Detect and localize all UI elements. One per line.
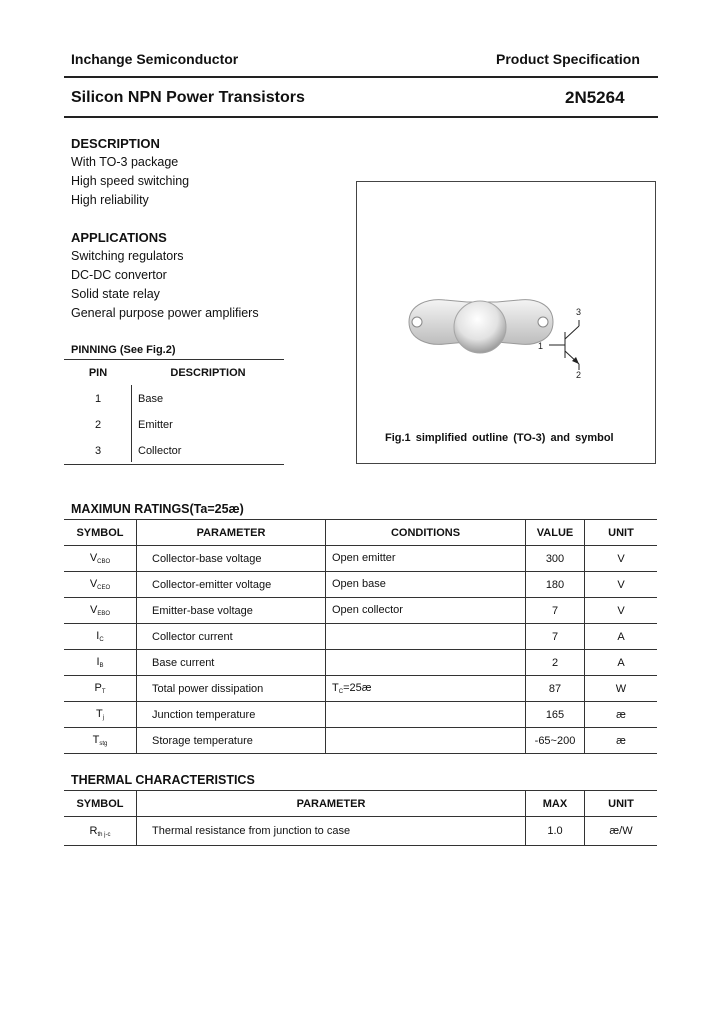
thermal-table	[64, 790, 657, 846]
symbol-column-header: SYMBOL	[64, 520, 137, 546]
conditions-cell	[326, 702, 526, 728]
table-row	[64, 676, 657, 702]
value-cell: 165	[526, 702, 585, 728]
symbol-letter: V	[89, 604, 98, 616]
symbol-column-header: SYMBOL	[64, 791, 137, 817]
max-ratings-table	[64, 519, 657, 754]
pin-table-divider	[131, 385, 132, 462]
symbol-subscript: C	[99, 637, 104, 643]
to3-package-and-symbol-figure	[357, 182, 655, 463]
application-item: Switching regulators	[71, 249, 184, 263]
unit-cell: V	[585, 572, 658, 598]
symbol-cell	[64, 572, 137, 598]
title-rule	[64, 116, 658, 118]
condition-text: T	[332, 682, 339, 694]
table-row	[64, 438, 284, 465]
pin-number: 3	[94, 445, 102, 457]
parameter-cell: Total power dissipation	[137, 676, 326, 702]
symbol-letter: R	[89, 824, 98, 837]
max-column-header: MAX	[526, 791, 585, 817]
symbol-cell	[64, 702, 137, 728]
table-row	[64, 386, 284, 412]
description-item: With TO-3 package	[71, 155, 179, 169]
symbol-cell	[64, 728, 137, 754]
value-cell: 300	[526, 546, 585, 572]
table-row	[64, 572, 657, 598]
symbol-pin-label: 3	[576, 307, 582, 317]
condition-text: Open base	[332, 578, 386, 590]
applications-heading: APPLICATIONS	[71, 230, 167, 245]
part-number: 2N5264	[565, 88, 625, 107]
parameter-cell: Emitter-base voltage	[137, 598, 326, 624]
product-line: Silicon NPN Power Transistors	[71, 89, 305, 106]
parameter-cell: Collector current	[137, 624, 326, 650]
symbol-letter: I	[96, 630, 100, 642]
pinning-heading: PINNING (See Fig.2)	[71, 344, 176, 356]
symbol-subscript: stg	[99, 741, 108, 747]
table-row	[64, 728, 657, 754]
symbol-cell	[64, 817, 137, 846]
symbol-cell	[64, 598, 137, 624]
pinning-table	[64, 359, 284, 465]
description-item: High reliability	[71, 193, 149, 207]
symbol-letter: V	[89, 578, 98, 590]
table-row	[64, 546, 657, 572]
symbol-subscript: EBO	[97, 611, 110, 617]
table-row	[64, 817, 657, 846]
unit-cell: A	[585, 650, 658, 676]
conditions-cell	[326, 572, 526, 598]
symbol-letter: P	[94, 682, 102, 694]
table-header-row	[64, 360, 284, 387]
parameter-cell: Collector-base voltage	[137, 546, 326, 572]
description-heading: DESCRIPTION	[71, 136, 160, 151]
symbol-cell	[64, 624, 137, 650]
symbol-letter: T	[92, 734, 100, 746]
condition-text: Open collector	[332, 604, 403, 616]
max-ratings-heading: MAXIMUN RATINGS(Ta=25æ)	[71, 502, 244, 516]
condition-text: Open emitter	[332, 552, 396, 564]
symbol-subscript: th j-c	[97, 831, 111, 838]
symbol-cell	[64, 650, 137, 676]
application-item: Solid state relay	[71, 287, 160, 301]
condition-text: =25æ	[343, 682, 372, 694]
symbol-subscript: CBO	[97, 559, 111, 565]
description-item: High speed switching	[71, 174, 190, 188]
value-cell: 7	[526, 624, 585, 650]
value-cell: 7	[526, 598, 585, 624]
value-cell: 180	[526, 572, 585, 598]
header-rule	[64, 76, 658, 78]
symbol-letter: V	[89, 552, 98, 564]
pin-description: Base	[138, 393, 164, 405]
symbol-cell	[64, 676, 137, 702]
unit-column-header: UNIT	[585, 791, 658, 817]
unit-column-header: UNIT	[585, 520, 658, 546]
pin-number: 2	[94, 419, 102, 431]
conditions-cell	[326, 728, 526, 754]
parameter-cell: Collector-emitter voltage	[137, 572, 326, 598]
table-row	[64, 624, 657, 650]
table-header-row	[64, 520, 657, 546]
parameter-column-header: PARAMETER	[137, 520, 326, 546]
figure-caption: Fig.1 simplified outline (TO-3) and symbol	[385, 432, 614, 444]
conditions-cell	[326, 624, 526, 650]
conditions-cell	[326, 598, 526, 624]
pin-description: Collector	[138, 445, 182, 457]
parameter-cell: Thermal resistance from junction to case	[137, 817, 526, 846]
value-column-header: VALUE	[526, 520, 585, 546]
unit-cell: æ	[585, 728, 658, 754]
application-item: DC-DC convertor	[71, 268, 167, 282]
unit-cell: W	[585, 676, 658, 702]
to3-package-image	[409, 300, 553, 353]
pin-description: Emitter	[138, 419, 173, 431]
symbol-subscript: T	[101, 689, 106, 695]
parameter-cell: Storage temperature	[137, 728, 326, 754]
max-cell: 1.0	[526, 817, 585, 846]
npn-transistor-symbol	[549, 320, 579, 370]
pin-number: 1	[94, 393, 102, 405]
unit-cell: æ/W	[585, 817, 658, 846]
symbol-pin-label: 1	[538, 341, 544, 351]
company-name: Inchange Semiconductor	[71, 51, 239, 67]
description-column-header: DESCRIPTION	[170, 367, 246, 379]
symbol-subscript: j	[102, 715, 105, 721]
conditions-cell	[326, 676, 526, 702]
conditions-cell	[326, 546, 526, 572]
value-cell: 87	[526, 676, 585, 702]
symbol-letter: T	[95, 708, 103, 720]
symbol-letter: I	[96, 656, 100, 668]
application-item: General purpose power amplifiers	[71, 306, 259, 320]
parameter-column-header: PARAMETER	[137, 791, 526, 817]
unit-cell: A	[585, 624, 658, 650]
symbol-pin-label: 2	[576, 370, 582, 380]
conditions-column-header: CONDITIONS	[326, 520, 526, 546]
unit-cell: V	[585, 598, 658, 624]
thermal-heading: THERMAL CHARACTERISTICS	[71, 773, 255, 787]
pin-column-header: PIN	[88, 367, 108, 379]
doc-type: Product Specification	[496, 51, 640, 67]
table-row	[64, 412, 284, 438]
value-cell: -65~200	[526, 728, 585, 754]
symbol-cell	[64, 546, 137, 572]
parameter-cell: Junction temperature	[137, 702, 326, 728]
unit-cell: æ	[585, 702, 658, 728]
conditions-cell	[326, 650, 526, 676]
condition-subscript: C	[338, 689, 344, 695]
symbol-subscript: CEO	[97, 585, 111, 591]
symbol-subscript: B	[99, 663, 104, 669]
figure-box	[356, 181, 656, 464]
parameter-cell: Base current	[137, 650, 326, 676]
table-row	[64, 702, 657, 728]
table-row	[64, 598, 657, 624]
unit-cell: V	[585, 546, 658, 572]
value-cell: 2	[526, 650, 585, 676]
table-header-row	[64, 791, 657, 817]
table-row	[64, 650, 657, 676]
